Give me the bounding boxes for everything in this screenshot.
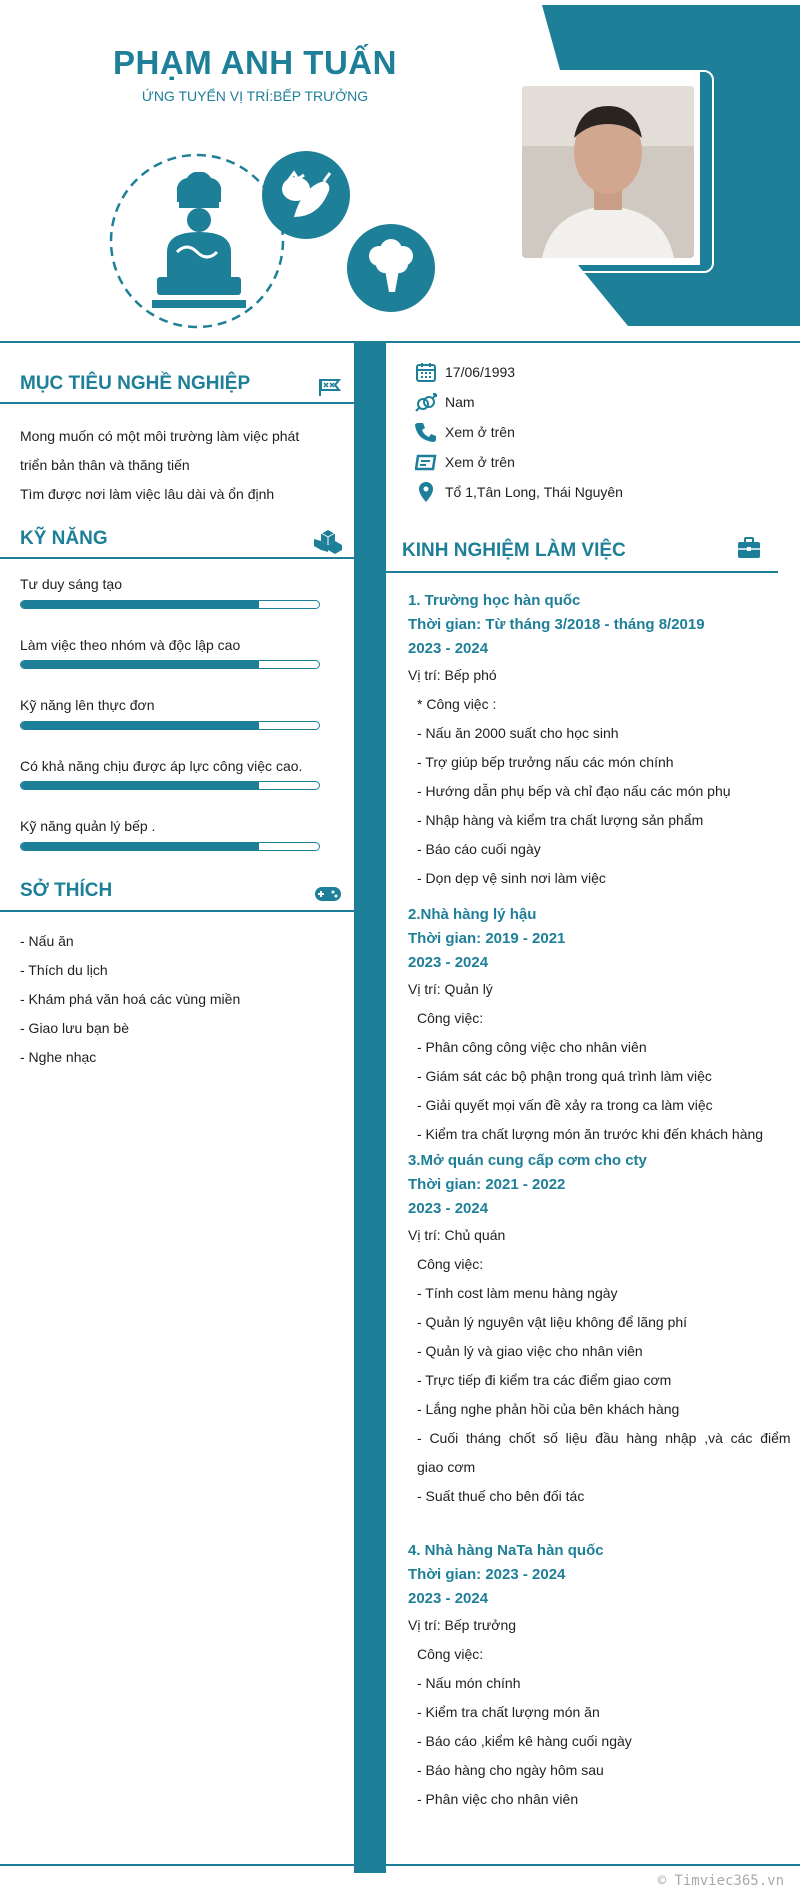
gender-icon — [415, 391, 437, 413]
applied-position: ỨNG TUYỂN VỊ TRÍ:BẾP TRƯỞNG — [141, 88, 369, 104]
hobbies-title: SỞ THÍCH — [20, 880, 113, 901]
job-1-time: Thời gian: Từ tháng 3/2018 - tháng 8/2019 — [408, 616, 705, 633]
job-4-duty-1: - Nấu món chính — [417, 1675, 521, 1691]
skill-bar-4 — [20, 781, 320, 790]
experience-title: KINH NGHIỆM LÀM VIỆC — [402, 540, 626, 561]
job-1-role: Vị trí: Bếp phó — [408, 667, 497, 683]
experience-underline — [386, 571, 778, 573]
calendar-icon — [415, 361, 437, 383]
job-4-company: 4. Nhà hàng NaTa hàn quốc — [408, 1542, 604, 1559]
gender: Nam — [445, 394, 475, 410]
job-4-duties-title: Công việc: — [417, 1646, 484, 1662]
job-2-years: 2023 - 2024 — [408, 954, 489, 971]
job-4-duty-2: - Kiểm tra chất lượng món ăn — [417, 1704, 600, 1720]
footer-divider-right — [386, 1864, 800, 1866]
skill-bar-1 — [20, 600, 320, 609]
job-3-duty-6: - Cuối tháng chốt số liệu đầu hàng nhập ,và các điểm — [417, 1430, 791, 1446]
avatar — [522, 86, 694, 258]
job-1-duty-3: - Hướng dẫn phụ bếp và chỉ đạo nấu các món phụ — [417, 783, 731, 799]
job-4-duty-3: - Báo cáo ,kiểm kê hàng cuối ngày — [417, 1733, 632, 1749]
hobbies-underline — [0, 910, 354, 912]
cubes-icon — [314, 528, 342, 554]
skill-label-1: Tư duy sáng tạo — [20, 576, 122, 592]
job-2-duty-3: - Giải quyết mọi vấn đề xảy ra trong ca làm việc — [417, 1097, 713, 1113]
flag-icon — [318, 377, 342, 397]
job-1-duty-1: - Nấu ăn 2000 suất cho học sinh — [417, 725, 619, 741]
skill-label-5: Kỹ năng quản lý bếp . — [20, 818, 156, 834]
job-3-duties-title: Công việc: — [417, 1256, 484, 1272]
job-3-duty-3: - Quản lý và giao việc cho nhân viên — [417, 1343, 643, 1359]
phone: Xem ở trên — [445, 424, 515, 440]
job-2-duty-4: - Kiểm tra chất lượng món ăn trước khi đến khách hàng — [417, 1126, 764, 1142]
skill-label-3: Kỹ năng lên thực đơn — [20, 697, 155, 713]
job-1-duty-5: - Báo cáo cuối ngày — [417, 841, 541, 857]
hobby-item-1: - Nấu ăn — [20, 933, 74, 949]
job-3-duty-7: - Suất thuế cho bên đối tác — [417, 1488, 585, 1504]
job-3-duty-1: - Tính cost làm menu hàng ngày — [417, 1285, 618, 1301]
center-column-bar — [354, 343, 386, 1873]
hobby-item-4: - Giao lưu bạn bè — [20, 1020, 129, 1036]
hobby-item-3: - Khám phá văn hoá các vùng miền — [20, 991, 241, 1007]
birthdate: 17/06/1993 — [445, 364, 516, 380]
job-3-duty-4: - Trực tiếp đi kiểm tra các điểm giao cơm — [417, 1372, 672, 1388]
footer-divider-left — [0, 1864, 354, 1866]
email-icon — [415, 451, 437, 473]
hobby-item-5: - Nghe nhạc — [20, 1049, 97, 1065]
skill-bar-3 — [20, 721, 320, 730]
job-3-duty-5: - Lắng nghe phản hồi của bên khách hàng — [417, 1401, 680, 1417]
skill-bar-5 — [20, 842, 320, 851]
job-3-time: Thời gian: 2021 - 2022 — [408, 1176, 566, 1193]
header-divider — [0, 341, 800, 343]
job-1-company: 1. Trường học hàn quốc — [408, 592, 581, 609]
skill-label-4: Có khả năng chịu được áp lực công việc cao. — [20, 758, 303, 774]
gamepad-icon — [314, 885, 342, 903]
broccoli-icon — [363, 238, 419, 296]
objective-underline — [0, 402, 354, 404]
job-4-years: 2023 - 2024 — [408, 1590, 489, 1607]
job-1-duty-6: - Dọn dẹp vệ sinh nơi làm việc — [417, 870, 606, 886]
location-icon — [415, 481, 437, 503]
briefcase-icon — [737, 537, 761, 559]
job-1-duty-2: - Trợ giúp bếp trưởng nấu các món chính — [417, 754, 674, 770]
email: Xem ở trên — [445, 454, 515, 470]
chef-icon — [147, 172, 247, 312]
skills-underline — [0, 557, 354, 559]
job-3-role: Vị trí: Chủ quán — [408, 1227, 506, 1243]
skills-title: KỸ NĂNG — [20, 528, 108, 549]
skill-bar-2 — [20, 660, 320, 669]
job-2-company: 2.Nhà hàng lý hậu — [408, 906, 537, 923]
objective-line-2: triển bản thân và thăng tiến — [20, 457, 190, 473]
job-4-time: Thời gian: 2023 - 2024 — [408, 1566, 566, 1583]
phone-icon — [415, 421, 437, 443]
candidate-name: PHẠM ANH TUẤN — [113, 44, 397, 81]
job-4-duty-4: - Báo hàng cho ngày hôm sau — [417, 1762, 604, 1778]
vegetables-icon — [276, 167, 336, 223]
job-2-duty-2: - Giám sát các bộ phận trong quá trình làm việc — [417, 1068, 712, 1084]
job-4-duty-5: - Phân việc cho nhân viên — [417, 1791, 579, 1807]
objective-line-1: Mong muốn có một môi trường làm việc phát — [20, 428, 300, 444]
job-1-duties-title: * Công việc : — [417, 696, 497, 712]
job-4-role: Vị trí: Bếp trưởng — [408, 1617, 517, 1633]
job-2-duties-title: Công việc: — [417, 1010, 484, 1026]
job-3-duty-6-cont: giao cơm — [417, 1459, 476, 1475]
objective-line-3: Tìm được nơi làm việc lâu dài và ổn định — [20, 486, 275, 502]
skill-label-2: Làm việc theo nhóm và độc lập cao — [20, 637, 241, 653]
job-2-role: Vị trí: Quản lý — [408, 981, 493, 997]
job-1-years: 2023 - 2024 — [408, 640, 489, 657]
job-3-duty-2: - Quản lý nguyên vật liệu không để lãng phí — [417, 1314, 688, 1330]
address: Tổ 1,Tân Long, Thái Nguyên — [445, 484, 623, 500]
job-1-duty-4: - Nhập hàng và kiểm tra chất lượng sản phẩm — [417, 812, 704, 828]
job-2-duty-1: - Phân công công việc cho nhân viên — [417, 1039, 647, 1055]
hobby-item-2: - Thích du lịch — [20, 962, 108, 978]
watermark[interactable]: © Timviec365.vn — [657, 1873, 784, 1889]
job-3-company: 3.Mở quán cung cấp cơm cho cty — [408, 1152, 647, 1169]
job-2-time: Thời gian: 2019 - 2021 — [408, 930, 566, 947]
objective-title: MỤC TIÊU NGHỀ NGHIỆP — [20, 373, 251, 394]
job-3-years: 2023 - 2024 — [408, 1200, 489, 1217]
